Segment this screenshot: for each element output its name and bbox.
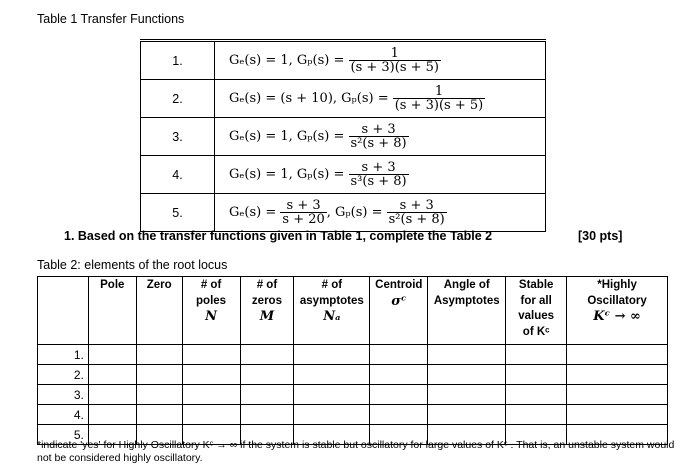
tf-lhs: Gₑ(s) = 1, Gₚ(s) = xyxy=(229,53,345,68)
table-row xyxy=(141,118,546,156)
tf-numerator: 1 xyxy=(434,84,444,99)
header-zero: Zero xyxy=(136,277,182,345)
header-pole: Pole xyxy=(88,277,136,345)
tf-denominator: s²(s + 8) xyxy=(350,136,407,151)
row-index: 3. xyxy=(141,118,215,156)
transfer-function xyxy=(215,194,546,232)
tf-numerator: s + 3 xyxy=(399,198,434,213)
tf-mid: , Gₚ(s) = xyxy=(326,205,383,220)
transfer-function xyxy=(215,41,546,80)
table-row xyxy=(38,365,668,385)
tf-denominator: (s + 3)(s + 5) xyxy=(350,60,439,75)
question-text: 1. Based on the transfer functions given in Table 1, complete the Table 2 xyxy=(64,229,493,243)
row-index: 5. xyxy=(141,194,215,232)
header-asymptotes: # of asymptotes Nₐ xyxy=(294,277,370,345)
header-angle: Angle of Asymptotes xyxy=(428,277,506,345)
tf-lhs: Gₑ(s) = 1, Gₚ(s) = xyxy=(229,167,345,182)
tf-denominator: s + 20 xyxy=(282,212,325,227)
table-row xyxy=(38,385,668,405)
tf-numerator: s + 3 xyxy=(286,198,321,213)
header-zeros: # of zeros M xyxy=(240,277,294,345)
header-stable: Stable for all values of Kᶜ xyxy=(506,277,567,345)
transfer-function xyxy=(215,80,546,118)
tf-lhs: Gₑ(s) = (s + 10), Gₚ(s) = xyxy=(229,91,389,106)
transfer-function xyxy=(215,118,546,156)
header-blank xyxy=(38,277,89,345)
row-index: 1. xyxy=(141,41,215,80)
tf-denominator: s²(s + 8) xyxy=(388,212,445,227)
table-row xyxy=(38,405,668,425)
tf-lhs: Gₑ(s) = 1, Gₚ(s) = xyxy=(229,129,345,144)
root-locus-table xyxy=(37,276,668,445)
table-row xyxy=(141,194,546,232)
table2-caption: Table 2: elements of the root locus xyxy=(37,258,228,272)
transfer-function xyxy=(215,156,546,194)
transfer-functions-table xyxy=(140,39,546,232)
tf-denominator: s³(s + 8) xyxy=(350,174,407,189)
question-points: [30 pts] xyxy=(578,229,623,243)
row-label: 1. xyxy=(38,345,89,365)
table-row xyxy=(141,156,546,194)
row-index: 4. xyxy=(141,156,215,194)
row-label: 2. xyxy=(38,365,89,385)
row-label: 3. xyxy=(38,385,89,405)
table-row xyxy=(141,41,546,80)
tf-numerator: s + 3 xyxy=(361,122,396,137)
tf-denominator: (s + 3)(s + 5) xyxy=(394,98,484,113)
tf-numerator: s + 3 xyxy=(361,160,396,175)
row-index: 2. xyxy=(141,80,215,118)
footnote: *indicate 'yes' for Highly Oscillatory Kᶜ → ∞ if the system is stable but oscillatory for large values of Kᶜ . That is, an unstable system would not be considered highly oscillatory. xyxy=(37,439,675,464)
table1-caption: Table 1 Transfer Functions xyxy=(37,12,185,26)
row-label: 5. xyxy=(38,425,89,445)
header-centroid: Centroid σᶜ xyxy=(370,277,428,345)
row-label: 4. xyxy=(38,405,89,425)
tf-numerator: 1 xyxy=(390,46,399,61)
header-oscillatory: *Highly Oscillatory Kᶜ → ∞ xyxy=(567,277,668,345)
header-row xyxy=(38,277,668,345)
header-poles: # of poles N xyxy=(182,277,240,345)
table-row xyxy=(141,80,546,118)
tf-lhs: Gₑ(s) = xyxy=(229,205,277,220)
table-row xyxy=(38,345,668,365)
